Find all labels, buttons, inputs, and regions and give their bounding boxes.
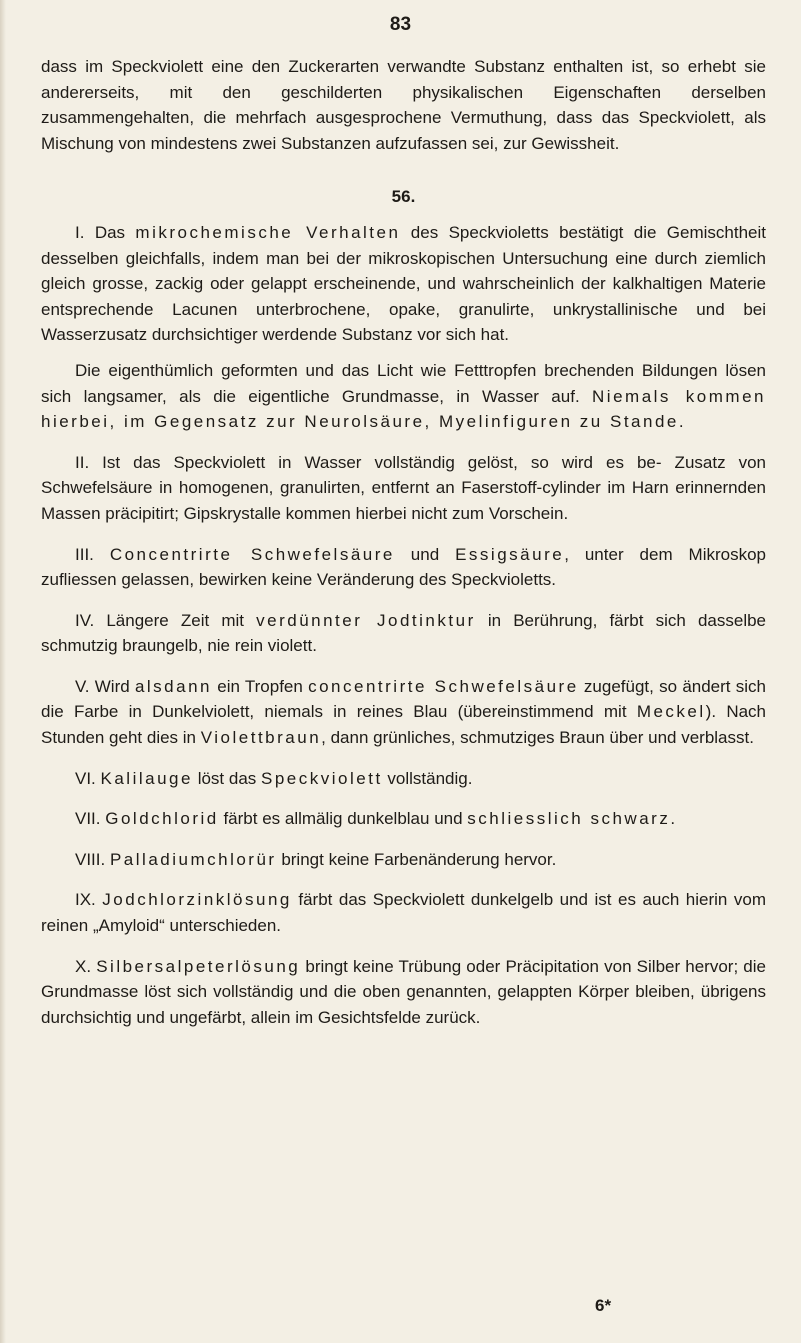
paragraph-7-lead: VI.: [75, 768, 101, 788]
paragraph-7: [41, 766, 766, 792]
paragraph-4-term-2: Essigsäure: [455, 544, 565, 564]
paragraph-8: [41, 806, 766, 832]
paragraph-7-mid: löst das: [192, 768, 262, 788]
paragraph-6-rest: , dann grünliches, schmutziges Braun über und verblasst.: [321, 728, 754, 748]
section-number: 56.: [391, 187, 416, 207]
page-number: 83: [389, 14, 412, 35]
paragraph-6-mid-2: zugefügt, so ändert sich die Farbe in Dunkelviolett, niemals in reines Blau (übereinstimmend mit: [41, 676, 766, 722]
paragraph-11-lead: X.: [75, 956, 97, 976]
paragraph-8-mid: färbt es allmälig dunkelblau und: [218, 809, 468, 829]
paragraph-10-rest: färbt das Speckviolett dunkelgelb und ist es auch hierin vom reinen „Amyloid“ unterschieden.: [41, 890, 766, 936]
paragraph-5-term: verdünnter Jodtinktur: [256, 610, 476, 630]
paragraph-5: [41, 608, 766, 659]
paragraph-1: [41, 220, 766, 348]
page-edge-shadow: [0, 0, 6, 1343]
paragraph-4-rest: , unter dem Mikroskop zufliessen gelassen, bewirken keine Veränderung des Speckvioletts.: [41, 544, 766, 590]
paragraph-5-lead: IV. Längere Zeit mit: [75, 610, 257, 630]
paragraph-5-rest: in Berührung, färbt sich dasselbe schmutzig braungelb, nie rein violett.: [41, 610, 766, 656]
paragraph-6-mid-3: ). Nach Stunden geht dies in: [41, 702, 766, 748]
paragraph-1-rest: des Speckvioletts bestätigt die Gemischtheit desselben gleichfalls, indem man bei der mikroskopischen Untersuchung eine durch ziemlich gleich grosse, zackig oder gelappt erscheinende, und wahrscheinlich der kalkhaltigen Materie entsprechende Lacunen unterbrochene, opake, granulirte, unkrystallinische und bei Wasserzusatz durchsichtiger werdende Substanz vor sich hat.: [41, 222, 766, 345]
paragraph-2-emphasis: Niemals kommen hierbei, im Gegensatz zur Neurolsäure, Myelinfiguren zu Stande.: [41, 386, 766, 432]
paragraph-4-lead: III.: [75, 544, 110, 564]
paragraph-1-lead: I. Das: [75, 222, 136, 242]
paragraph-8-lead: VII.: [75, 809, 106, 829]
paragraph-8-term-2: schliesslich schwarz: [467, 809, 671, 829]
paragraph-11-term: Silbersalpeterlösung: [96, 956, 301, 976]
paragraph-3: II. Ist das Speckviolett in Wasser vollständig gelöst, so wird es be- Zusatz von Schwefelsäure in homogenen, granulirten, entfernt an Faserstoff-cylinder im Harn erinnernden Massen präcipitirt; Gipskrystalle kommen hierbei nicht zum Vorschein.: [41, 452, 766, 523]
intro-paragraph: dass im Speckviolett eine den Zuckerarten verwandte Substanz enthalten ist, so erhebt sie andererseits, mit den geschilderten physikalischen Eigenschaften derselben zusammengehalten, die mehrfach ausgesprochene Vermuthung, dass das Speckviolett, als Mischung von mindestens zwei Substanzen aufzufassen sei, zur Gewissheit.: [41, 57, 766, 153]
paragraph-6-term-3: Meckel: [636, 702, 706, 722]
paragraph-7-rest: vollständig.: [382, 768, 473, 788]
paragraph-6-term-4: Violettbraun: [200, 728, 322, 748]
paragraph-4-term-1: Concentrirte Schwefelsäure: [109, 544, 395, 564]
paragraph-9: [41, 847, 766, 873]
paragraph-11: [41, 954, 766, 1031]
paragraph-8-term-1: Goldchlorid: [105, 809, 219, 829]
paragraph-2: [41, 358, 766, 435]
paragraph-11-rest: bringt keine Trübung oder Präcipitation von Silber hervor; die Grundmasse löst sich vollständig und die oben genannten, gelappten Körper bleiben, übrigens durchsichtig und ungefärbt, allein im Gesichtsfelde zurück.: [41, 956, 766, 1027]
paragraph-9-lead: VIII.: [75, 849, 110, 869]
paragraph-10-term: Jodchlorzinklösung: [102, 890, 292, 910]
paragraph-10-lead: IX.: [75, 890, 103, 910]
page-body: [41, 54, 766, 1030]
paragraph-7-term-1: Kalilauge: [100, 768, 193, 788]
paragraph-9-term: Palladiumchlorür: [109, 849, 277, 869]
paragraph-9-rest: bringt keine Farbenänderung hervor.: [276, 849, 557, 869]
paragraph-8-rest: .: [670, 809, 676, 829]
paragraph-7-term-2: Speckviolett: [261, 768, 383, 788]
paragraph-1-term: mikrochemische Verhalten: [135, 222, 401, 242]
paragraph-4-mid: und: [394, 544, 456, 564]
paragraph-4: [41, 542, 766, 593]
signature-mark: 6*: [595, 1296, 612, 1315]
paragraph-2-lead: Die eigenthümlich geformten und das Licht wie Fetttropfen brechenden Bildungen lösen sich langsamer, als die eigentliche Grundmasse, in Wasser auf.: [41, 360, 766, 406]
paragraph-10: [41, 887, 766, 938]
paragraph-6-term-1: alsdann: [134, 676, 212, 696]
paragraph-6-mid-1: ein Tropfen: [212, 676, 309, 696]
paragraph-6: [41, 674, 766, 751]
paragraph-6-lead: V. Wird: [75, 676, 135, 696]
paragraph-6-term-2: concentrirte Schwefelsäure: [308, 676, 579, 696]
